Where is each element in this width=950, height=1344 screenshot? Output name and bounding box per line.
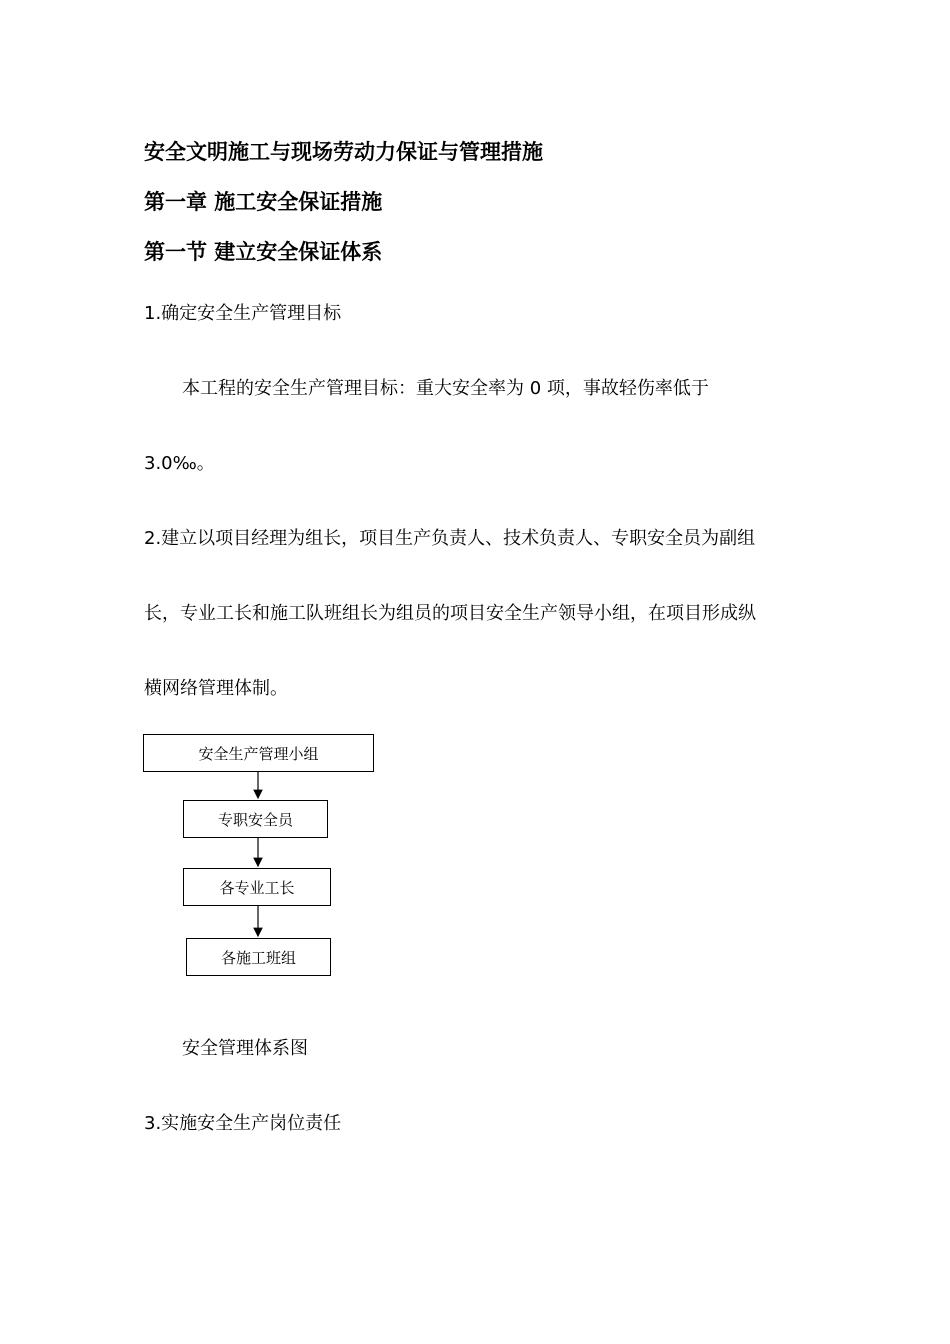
item2-line2: 长，专业工长和施工队班组长为组员的项目安全生产领导小组，在项目形成纵 — [144, 603, 756, 624]
diagram-box-safety-officer: 专职安全员 — [183, 800, 328, 838]
item3-heading: 3.实施安全生产岗位责任 — [144, 1113, 342, 1134]
item1-heading: 1.确定安全生产管理目标 — [144, 303, 342, 324]
item2-line3: 横网络管理体制。 — [144, 678, 288, 699]
item2-line1: 2.建立以项目经理为组长，项目生产负责人、技术负责人、专职安全员为副组 — [144, 528, 756, 549]
item1-body-line1: 本工程的安全生产管理目标：重大安全率为 0 项，事故轻伤率低于 — [182, 378, 709, 399]
section-heading: 第一节 建立安全保证体系 — [144, 240, 383, 264]
diagram-box-work-teams: 各施工班组 — [186, 938, 331, 976]
diagram-caption: 安全管理体系图 — [182, 1038, 308, 1059]
document-title: 安全文明施工与现场劳动力保证与管理措施 — [144, 140, 543, 164]
diagram-box-foremen: 各专业工长 — [183, 868, 331, 906]
diagram-box-management-group: 安全生产管理小组 — [143, 734, 374, 772]
item1-body-line2: 3.0‰。 — [144, 453, 215, 474]
chapter-heading: 第一章 施工安全保证措施 — [144, 190, 383, 214]
